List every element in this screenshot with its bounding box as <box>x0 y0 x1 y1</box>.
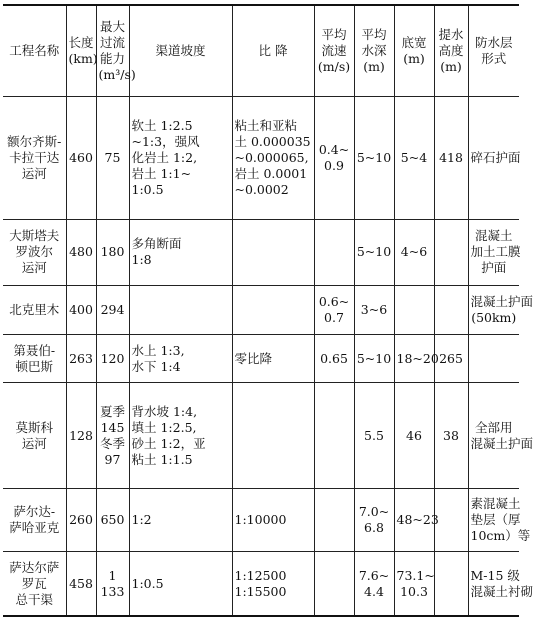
cell-text: 5~10 <box>356 350 392 366</box>
col-depth-header <box>354 5 394 96</box>
col-length-cell <box>66 219 96 285</box>
cell-text: 5~10 <box>356 244 392 260</box>
cell-text: 运河 <box>21 260 47 276</box>
col-lift-cell <box>434 334 468 383</box>
col-gradient-cell <box>232 334 314 383</box>
col-width-cell <box>394 334 439 383</box>
cell-text: 0.65 <box>320 350 348 366</box>
cell-text: 填土 1:2.5, <box>131 419 197 435</box>
cell-text: 全部用 <box>474 419 513 435</box>
col-velocity-cell <box>314 383 354 489</box>
cell-text: 0.4~ <box>318 141 350 157</box>
cell-text: 岩土 0.0001 <box>234 165 308 181</box>
cell-text: 水下 1:4 <box>131 358 181 374</box>
col-length-cell <box>66 334 96 383</box>
cell-text: 6.8 <box>364 520 384 536</box>
col-lining-cell <box>468 96 519 219</box>
col-width-cell <box>394 383 434 489</box>
cell-text: 133 <box>100 583 125 599</box>
col-width-cell <box>394 219 434 285</box>
cell-text: 萨哈亚克 <box>9 520 60 536</box>
cell-text: 1:12500 <box>234 567 287 583</box>
header-text: 比 降 <box>258 42 288 58</box>
col-gradient-header <box>232 5 314 96</box>
cell-text: 10cm）等 <box>470 528 531 544</box>
col-width-cell <box>394 96 434 219</box>
table-row <box>3 489 519 552</box>
col-name-cell <box>3 334 66 383</box>
cell-text: 145 <box>100 419 125 435</box>
header-text: 形式 <box>481 50 507 66</box>
col-width-cell <box>394 286 434 335</box>
cell-text: 4.4 <box>364 583 384 599</box>
col-width-cell <box>394 552 434 616</box>
col-velocity-cell <box>314 219 354 285</box>
col-flow-cell <box>96 286 129 335</box>
col-depth-cell <box>354 383 394 489</box>
header-text: 流速 <box>321 42 347 58</box>
cell-text: 97 <box>104 451 121 467</box>
col-gradient-cell <box>232 286 314 335</box>
cell-text: 软土 1:2.5 <box>131 117 193 133</box>
cell-text: ~0.000065, <box>234 149 309 165</box>
cell-text: 263 <box>69 350 93 366</box>
table-row <box>3 334 519 383</box>
col-gradient-cell <box>232 489 314 552</box>
col-lift-cell <box>434 489 468 552</box>
table-row <box>3 219 519 285</box>
cell-text: 4~6 <box>400 244 428 260</box>
cell-text: 加土工膜 <box>470 244 521 260</box>
col-slope-header <box>129 5 232 96</box>
cell-text: 1:0.5 <box>131 575 164 591</box>
cell-text: 总干渠 <box>15 591 53 607</box>
header-text: 最大 <box>99 18 125 34</box>
col-slope-cell <box>129 383 232 489</box>
table-row <box>3 552 519 616</box>
col-lining-cell <box>468 286 533 335</box>
header-text: 高度 <box>438 42 464 58</box>
cell-text: 第聂伯- <box>13 342 56 358</box>
col-length-cell <box>66 286 96 335</box>
cell-text: 7.6~ <box>358 567 390 583</box>
cell-text: 额尔齐斯- <box>7 133 62 149</box>
col-depth-cell <box>354 286 394 335</box>
col-gradient-cell <box>232 219 314 285</box>
cell-text: 混凝土护面 <box>470 293 533 309</box>
col-lift-header <box>434 5 468 96</box>
col-length-header <box>66 5 96 96</box>
col-name-cell <box>3 552 66 616</box>
cell-text: 1 <box>108 567 117 583</box>
cell-text: 460 <box>69 149 93 165</box>
header-text: 长度 <box>68 34 94 50</box>
header-text: 过流 <box>99 34 125 50</box>
col-flow-header <box>96 5 136 96</box>
cell-text: 大斯塔夫 <box>9 228 60 244</box>
col-length-cell <box>66 383 96 489</box>
cell-text: 砂土 1:2，亚 <box>131 435 206 451</box>
cell-text: 5~4 <box>400 149 428 165</box>
header-text: 渠道坡度 <box>155 42 206 58</box>
cell-text: 38 <box>443 427 459 443</box>
col-lining-cell <box>468 219 519 285</box>
header-text: 平均 <box>321 26 347 42</box>
col-flow-cell <box>96 219 129 285</box>
col-velocity-cell <box>314 286 354 335</box>
cell-text: 卡拉干达 <box>9 149 60 165</box>
cell-text: 土 0.000035 <box>234 133 311 149</box>
table-row <box>3 96 519 219</box>
cell-text: 10.3 <box>400 583 428 599</box>
col-depth-cell <box>354 334 394 383</box>
header-text: 能力 <box>99 50 125 66</box>
header-text: (m) <box>403 50 425 66</box>
cell-text: 480 <box>69 244 93 260</box>
cell-text: 73.1~ <box>396 567 435 583</box>
cell-text: 650 <box>100 512 125 528</box>
cell-text: 265 <box>439 350 463 366</box>
table-body <box>3 96 533 616</box>
header-text: (km) <box>68 50 98 66</box>
col-lift-cell <box>434 383 468 489</box>
col-length-cell <box>66 552 96 616</box>
cell-text: 顿巴斯 <box>15 358 53 374</box>
col-lining-cell <box>468 383 533 489</box>
cell-text: 0.9 <box>324 157 344 173</box>
cell-text: 418 <box>439 149 463 165</box>
col-name-cell <box>3 219 66 285</box>
cell-text: M-15 级 <box>470 567 520 583</box>
cell-text: 粘土 1:1.5 <box>131 451 193 467</box>
col-velocity-cell <box>314 489 354 552</box>
cell-text: 458 <box>69 575 93 591</box>
cell-text: 128 <box>69 427 93 443</box>
col-velocity-cell <box>314 552 354 616</box>
cell-text: 混凝土 <box>474 228 513 244</box>
cell-text: 水上 1:3, <box>131 342 185 358</box>
cell-text: 混凝土衬砌 <box>470 583 533 599</box>
cell-text: 1:10000 <box>234 512 287 528</box>
cell-text: 岩土 1:1~ <box>131 165 192 181</box>
header-text: (m) <box>363 58 385 74</box>
cell-text: 7.0~ <box>358 504 390 520</box>
col-name-cell <box>3 489 66 552</box>
col-depth-cell <box>354 219 394 285</box>
col-length-cell <box>66 489 96 552</box>
cell-text: 5.5 <box>364 427 384 443</box>
col-lining-cell <box>468 552 533 616</box>
col-lift-cell <box>434 286 468 335</box>
col-name-cell <box>3 286 66 335</box>
cell-text: 碎石护面 <box>470 149 521 165</box>
cell-text: 5~10 <box>356 149 392 165</box>
cell-text: 294 <box>100 301 125 317</box>
cell-text: 莫斯科 <box>15 419 53 435</box>
cell-text: 18~20 <box>396 350 439 366</box>
cell-text: 萨尔达- <box>13 504 56 520</box>
col-gradient-cell <box>232 96 314 219</box>
col-lining-cell <box>468 489 531 552</box>
header-text: 底宽 <box>401 34 427 50</box>
col-velocity-header <box>314 5 354 96</box>
cell-text: 1:0.5 <box>131 181 164 197</box>
cell-text: 0.6~ <box>318 293 350 309</box>
col-length-cell <box>66 96 96 219</box>
cell-text: 萨达尔萨 <box>9 559 60 575</box>
col-slope-cell <box>129 489 232 552</box>
col-slope-cell <box>129 286 232 335</box>
cell-text: 1:8 <box>131 252 152 268</box>
col-flow-cell <box>96 383 129 489</box>
cell-text: 400 <box>69 301 93 317</box>
cell-text: 罗瓦 <box>21 575 47 591</box>
cell-text: ~1:3，强风 <box>131 133 200 149</box>
header-text: 平均 <box>361 26 387 42</box>
col-slope-cell <box>129 96 232 219</box>
header-text: 防水层 <box>474 34 513 50</box>
header-text: 水深 <box>361 42 387 58</box>
cell-text: 多角断面 <box>131 236 182 252</box>
cell-text: 75 <box>104 149 121 165</box>
cell-text: 粘土和亚粘 <box>234 117 298 133</box>
cell-text: 180 <box>100 244 125 260</box>
cell-text: 混凝土护面 <box>470 435 533 451</box>
col-flow-cell <box>96 489 129 552</box>
cell-text: 零比降 <box>234 350 273 366</box>
col-lining-cell <box>468 334 519 383</box>
col-lining-header <box>468 5 519 96</box>
cell-text: 1:2 <box>131 512 152 528</box>
cell-text: ~0.0002 <box>234 181 289 197</box>
col-slope-cell <box>129 334 232 383</box>
col-slope-cell <box>129 219 232 285</box>
cell-text: 素混凝土 <box>470 496 521 512</box>
cell-text: 1:15500 <box>234 583 287 599</box>
col-name-header <box>3 5 66 96</box>
cell-text: 运河 <box>21 165 47 181</box>
col-slope-cell <box>129 552 232 616</box>
col-flow-cell <box>96 96 129 219</box>
table-row <box>3 383 519 489</box>
cell-text: 46 <box>406 427 422 443</box>
col-gradient-cell <box>232 383 314 489</box>
col-depth-cell <box>354 96 394 219</box>
col-flow-cell <box>96 334 129 383</box>
col-width-cell <box>394 489 439 552</box>
col-velocity-cell <box>314 334 354 383</box>
cell-text: 垫层（厚 <box>470 512 521 528</box>
header-text: 工程名称 <box>9 42 60 58</box>
header-text: (m) <box>440 58 462 74</box>
cell-text: 夏季 <box>99 403 125 419</box>
col-name-cell <box>3 383 66 489</box>
cell-text: 背水坡 1:4, <box>131 403 198 419</box>
col-gradient-cell <box>232 552 314 616</box>
canal-table <box>3 4 533 617</box>
col-name-cell <box>3 96 66 219</box>
cell-text: 260 <box>69 512 93 528</box>
cell-text: 120 <box>100 350 125 366</box>
cell-text: 北克里木 <box>9 301 60 317</box>
col-lift-cell <box>434 96 468 219</box>
table-row <box>3 286 519 335</box>
header-text: (m/s) <box>317 58 351 74</box>
cell-text: 护面 <box>481 260 507 276</box>
header-text: 提水 <box>438 26 464 42</box>
cell-text: 运河 <box>21 435 47 451</box>
cell-text: 冬季 <box>99 435 125 451</box>
cell-text: 化岩土 1:2, <box>131 149 198 165</box>
col-lift-cell <box>434 552 468 616</box>
header-row <box>3 5 519 96</box>
col-lift-cell <box>434 219 468 285</box>
header-text: (m³/s) <box>98 66 136 82</box>
cell-text: 3~6 <box>360 301 388 317</box>
col-velocity-cell <box>314 96 354 219</box>
cell-text: 0.7 <box>324 309 344 325</box>
cell-text: 罗波尔 <box>15 244 53 260</box>
col-depth-cell <box>354 489 394 552</box>
col-width-header <box>394 5 434 96</box>
cell-text: 48~23 <box>396 512 439 528</box>
col-flow-cell <box>96 552 129 616</box>
cell-text: (50km) <box>471 309 517 325</box>
col-depth-cell <box>354 552 394 616</box>
